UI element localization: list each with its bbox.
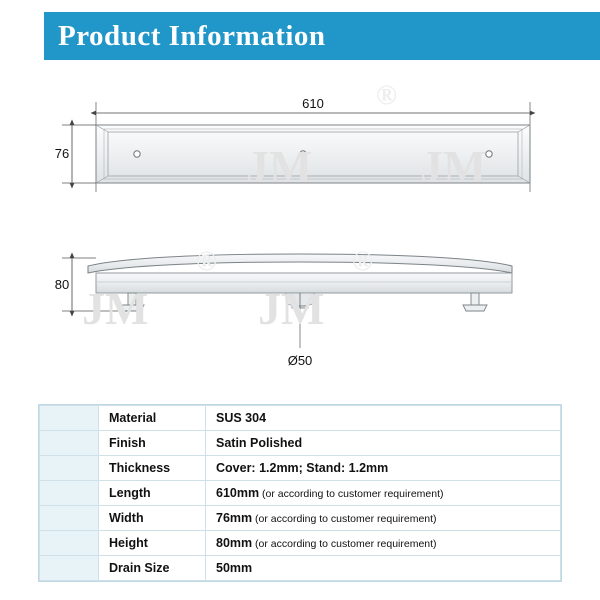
- row-strip: [40, 406, 99, 431]
- watermark-circle-2: ®: [196, 246, 217, 277]
- technical-drawing: [0, 70, 600, 390]
- table-row: [40, 481, 561, 506]
- spec-value-note: (or according to customer requirement): [252, 538, 437, 550]
- spec-label: Width: [99, 506, 206, 531]
- spec-value-text: 610mm: [216, 486, 260, 500]
- spec-value: [206, 506, 561, 531]
- spec-value-note: (or according to customer requirement): [259, 488, 444, 500]
- row-strip: [40, 481, 99, 506]
- spec-value-text: Cover: 1.2mm; Stand: 1.2mm: [216, 461, 389, 475]
- table-row: [40, 431, 561, 456]
- spec-value-text: 76mm: [216, 511, 253, 525]
- watermark-jm-1: JM: [246, 141, 313, 192]
- row-strip: [40, 506, 99, 531]
- spec-value: [206, 406, 561, 431]
- watermark-jm-2: JM: [420, 141, 487, 192]
- spec-label: Thickness: [99, 456, 206, 481]
- spec-value-note: (or according to customer requirement): [252, 513, 437, 525]
- spec-value-text: 80mm: [216, 536, 253, 550]
- svg-text:Ø50: Ø50: [287, 353, 313, 368]
- spec-value-text: Satin Polished: [216, 436, 303, 450]
- page-header: [0, 12, 600, 60]
- spec-value: [206, 556, 561, 581]
- svg-text:80: 80: [54, 277, 70, 292]
- watermark-jm-4: JM: [258, 283, 325, 334]
- spec-value: [206, 531, 561, 556]
- table-row: [40, 406, 561, 431]
- watermark-circle-3: ®: [352, 246, 373, 277]
- row-strip: [40, 556, 99, 581]
- spec-label: Drain Size: [99, 556, 206, 581]
- spec-value: [206, 481, 561, 506]
- watermark-circle-1: ®: [376, 80, 397, 111]
- watermark-jm-3: JM: [82, 283, 149, 334]
- table-row: [40, 506, 561, 531]
- spec-value-text: SUS 304: [216, 411, 267, 425]
- spec-label: Finish: [99, 431, 206, 456]
- spec-label: Length: [99, 481, 206, 506]
- spec-value: [206, 431, 561, 456]
- table-row: [40, 531, 561, 556]
- spec-label: Height: [99, 531, 206, 556]
- row-strip: [40, 456, 99, 481]
- spec-value-text: 50mm: [216, 561, 253, 575]
- table-row: [40, 456, 561, 481]
- svg-text:610: 610: [302, 96, 324, 111]
- svg-text:76: 76: [54, 146, 70, 161]
- page-title: Product Information: [58, 19, 326, 52]
- row-strip: [40, 531, 99, 556]
- table-row: [40, 556, 561, 581]
- specification-table: [38, 404, 562, 582]
- header-accent-block: [0, 12, 44, 60]
- spec-value: [206, 456, 561, 481]
- row-strip: [40, 431, 99, 456]
- drawing-svg: [0, 70, 600, 390]
- spec-label: Material: [99, 406, 206, 431]
